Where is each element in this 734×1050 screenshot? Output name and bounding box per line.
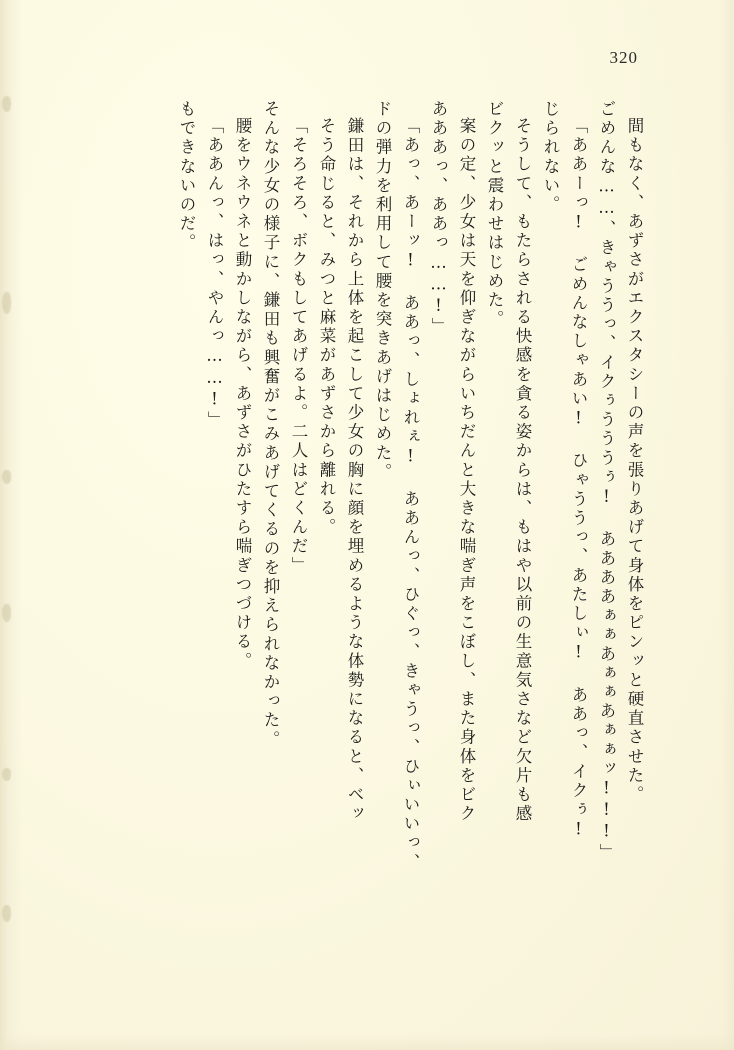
text-column: じられない。 [541, 100, 560, 215]
text-column: そう命じると、みつと麻菜があずさから離れる。 [317, 117, 336, 538]
text-column: 腰をウネウネと動かしながら、あずさがひたすら喘ぎつづける。 [233, 117, 252, 671]
vertical-text-body [166, 100, 642, 930]
left-binding-shadow [0, 0, 22, 1050]
text-column: 「ああーっ! ごめんなしゃあい! ひゃううっ、あたしぃ! ああっ、イクぅ! [569, 117, 588, 842]
scan-artifact [2, 292, 11, 314]
text-column: もできないのだ。 [177, 100, 196, 253]
text-column: 案の定、少女は天を仰ぎながらいちだんと大きな喘ぎ声をこぼし、また身体をビク [457, 117, 476, 824]
text-column: 「ああんっ、はっ、やんっ……!」 [205, 117, 224, 431]
bottom-edge-shadow [0, 1034, 734, 1050]
text-column: ビクッと震わせはじめた。 [485, 100, 504, 330]
text-column: そんな少女の様子に、鎌田も興奮がこみあげてくるのを抑えられなかった。 [261, 100, 280, 750]
scan-artifact [2, 604, 11, 622]
scan-artifact [2, 470, 11, 484]
text-column: 「そろそろ、ボクもしてあげるよ。二人はどくんだ」 [289, 117, 308, 576]
scan-artifact [2, 905, 11, 922]
text-column: そうして、もたらされる快感を貪る姿からは、もはや以前の生意気さなど欠片も感 [513, 117, 532, 824]
page-number: 320 [609, 48, 638, 67]
text-column: あああっ、ああっ……!」 [429, 100, 448, 337]
right-edge-shadow [720, 0, 734, 1050]
text-column: 鎌田は、それから上体を起こして少女の胸に顔を埋めるような体勢になると、ベッ [345, 117, 364, 824]
text-column: ごめんな……、きゃううっ、イクぅうううぅ! ああああぁぁあぁぁあぁぁッ!!!」 [597, 100, 616, 863]
text-column: 間もなく、あずさがエクスタシーの声を張りあげて身体をピンッと硬直させた。 [625, 117, 644, 805]
scan-artifact [2, 768, 11, 781]
text-column: 「あっ、あーッ! ああっ、しょれぇ! ああんっ、ひぐっ、きゃうっ、ひぃいいっ、 [401, 117, 420, 872]
scan-artifact [2, 96, 11, 112]
text-column: ドの弾力を利用して腰を突きあげはじめた。 [373, 100, 392, 482]
